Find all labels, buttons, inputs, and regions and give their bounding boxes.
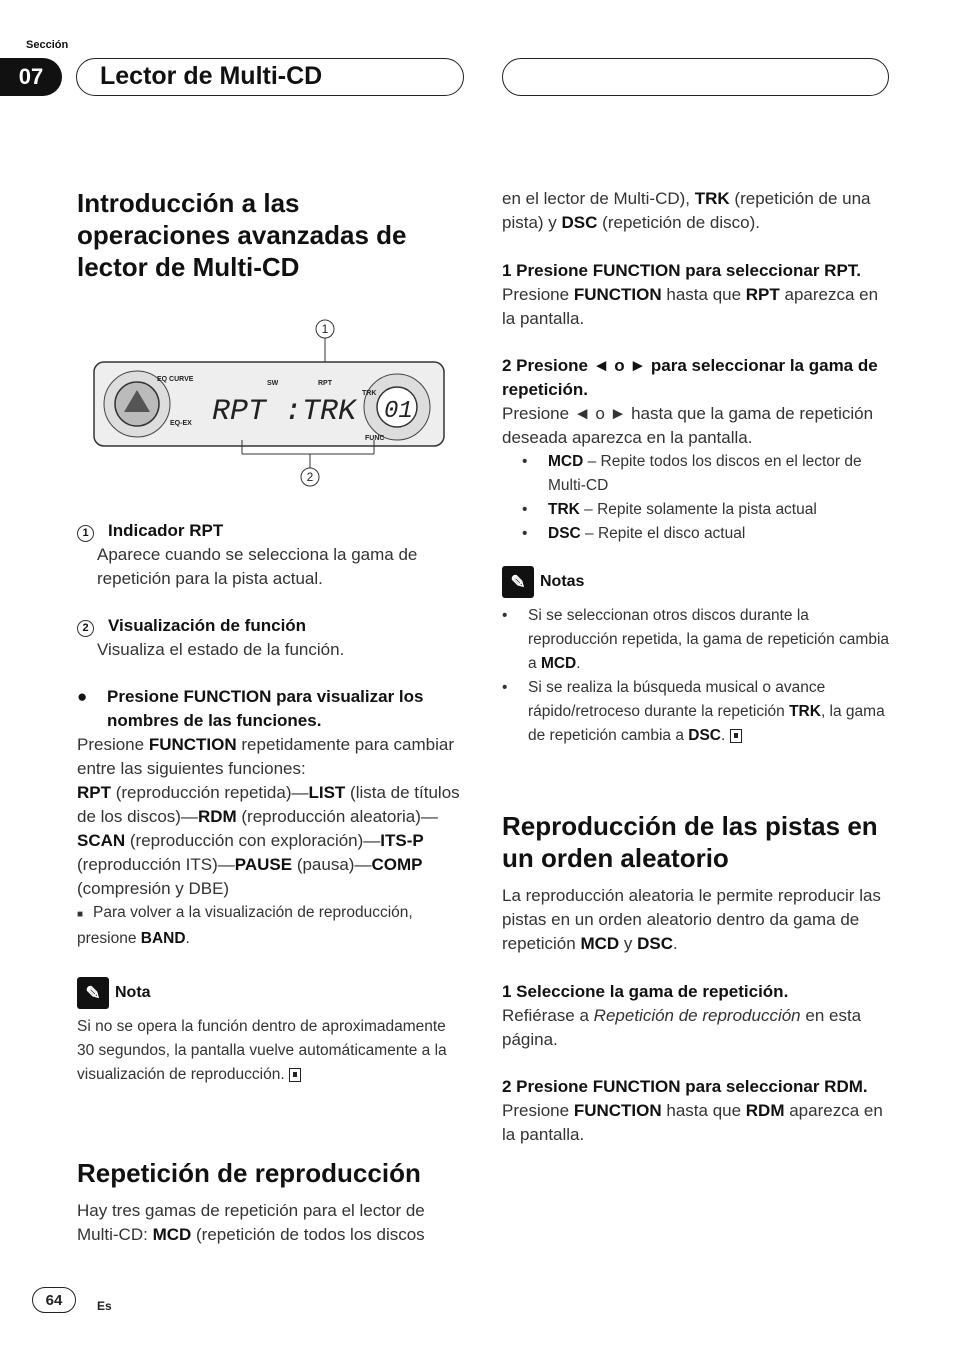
nota-text: Si no se opera la función dentro de aproximadamente 30 segundos, la pantalla vuelve automáticamente a la visualización de reproducción. — [77, 1018, 447, 1083]
label-trk: TRK — [362, 390, 377, 397]
press-function-text: Presione FUNCTION repetidamente para cambiar entre las siguientes funciones: — [77, 735, 454, 778]
repeat-range-list — [502, 450, 890, 546]
display-number: 01 — [384, 398, 413, 425]
step2-title: 2 Presione ◄ o ► para seleccionar la gama de repetición. — [502, 356, 878, 399]
random-text: La reproducción aleatoria le permite reproducir las pistas en un orden aleatorio dentro da gama de repetición MCD y DSC. — [502, 886, 881, 953]
list-item: • MCD – Repite todos los discos en el lector de Multi-CD — [522, 453, 862, 494]
section-label: Sección — [26, 39, 69, 51]
function-list: RPT (reproducción repetida)—LIST (lista de títulos de los discos)—RDM (reproducción aleatoria)—SCAN (reproducción con exploración)—ITS-P (reproducción ITS)—PAUSE (pausa)—COMP (compresión y DBE) — [77, 783, 460, 898]
label-func: FUNC — [365, 435, 385, 442]
nota-label: Nota — [115, 984, 151, 1001]
step1-title: 1 Presione FUNCTION para seleccionar RPT. — [502, 261, 862, 280]
list-item: • DSC – Repite el disco actual — [522, 525, 746, 542]
step2-text: Presione ◄ o ► hasta que la gama de repetición deseada aparezca en la pantalla. — [502, 404, 874, 447]
callout-1: 1 — [321, 322, 329, 336]
left-column-body — [77, 519, 462, 1247]
nota-header — [77, 977, 462, 1009]
chapter-title: Lector de Multi-CD — [100, 62, 323, 90]
page-number: 64 — [32, 1287, 76, 1313]
label-eq-ex: EQ-EX — [170, 420, 192, 427]
pencil-note-icon: ✎ — [502, 566, 534, 598]
label-sw: SW — [267, 380, 279, 387]
random-step1-text: Refiérase a Repetición de reproducción en esta página. — [502, 1006, 862, 1049]
repeat-continued: en el lector de Multi-CD), TRK (repetición de una pista) y DSC (repetición de disco). — [502, 189, 871, 232]
item1-number: 1 — [77, 525, 94, 542]
item2-text: Visualiza el estado de la función. — [97, 640, 345, 659]
end-mark-icon — [289, 1068, 301, 1082]
random-step2-title: 2 Presione FUNCTION para seleccionar RDM. — [502, 1077, 868, 1096]
right-column-body — [502, 187, 890, 1147]
display-text: RPT :TRK — [212, 395, 357, 429]
label-eq-curve: EQ CURVE — [157, 376, 194, 383]
repeat-text: Hay tres gamas de repetición para el lector de Multi-CD: MCD (repetición de todos los discos — [77, 1201, 425, 1244]
display-figure — [92, 315, 448, 490]
notes-list — [502, 604, 890, 748]
repeat-title: Repetición de reproducción — [77, 1158, 421, 1188]
list-item: • Si se seleccionan otros discos durante la reproducción repetida, la gama de repetición cambia a MCD. — [502, 607, 890, 672]
random-title: Reproducción de las pistas en un orden aleatorio — [502, 811, 878, 873]
list-item: • Si se realiza la búsqueda musical o avance rápido/retroceso durante la repetición TRK, la gama de repetición cambia a DSC. — [502, 679, 885, 744]
language-code: Es — [97, 1299, 112, 1313]
intro-section — [77, 187, 457, 283]
item1-text: Aparece cuando se selecciona la gama de repetición para la pista actual. — [97, 545, 418, 588]
intro-title: Introducción a las operaciones avanzadas de lector de Multi-CD — [77, 188, 407, 282]
section-number-badge: 07 — [0, 58, 62, 96]
pencil-note-icon: ✎ — [77, 977, 109, 1009]
callout-2: 2 — [306, 470, 314, 484]
square-bullet-icon: ■ — [77, 909, 84, 920]
label-rpt: RPT — [318, 380, 332, 387]
notas-label: Notas — [540, 573, 585, 590]
list-item: • TRK – Repite solamente la pista actual — [522, 501, 817, 518]
random-step1-title: 1 Seleccione la gama de repetición. — [502, 982, 789, 1001]
car-stereo-display-illustration — [92, 315, 448, 490]
return-note: ■ Para volver a la visualización de reproducción, presione BAND. — [77, 904, 413, 947]
bullet-dot-icon: ● — [77, 687, 88, 706]
item1-title: Indicador RPT — [108, 521, 224, 540]
step1-text: Presione FUNCTION hasta que RPT aparezca en la pantalla. — [502, 285, 879, 328]
press-function-title: Presione FUNCTION para visualizar los nombres de las funciones. — [107, 687, 424, 730]
notas-header — [502, 566, 890, 598]
random-step2-text: Presione FUNCTION hasta que RDM aparezca en la pantalla. — [502, 1101, 883, 1144]
end-mark-icon — [730, 729, 742, 743]
item2-title: Visualización de función — [108, 616, 307, 635]
item2-number: 2 — [77, 620, 94, 637]
header-right-frame — [502, 58, 889, 96]
